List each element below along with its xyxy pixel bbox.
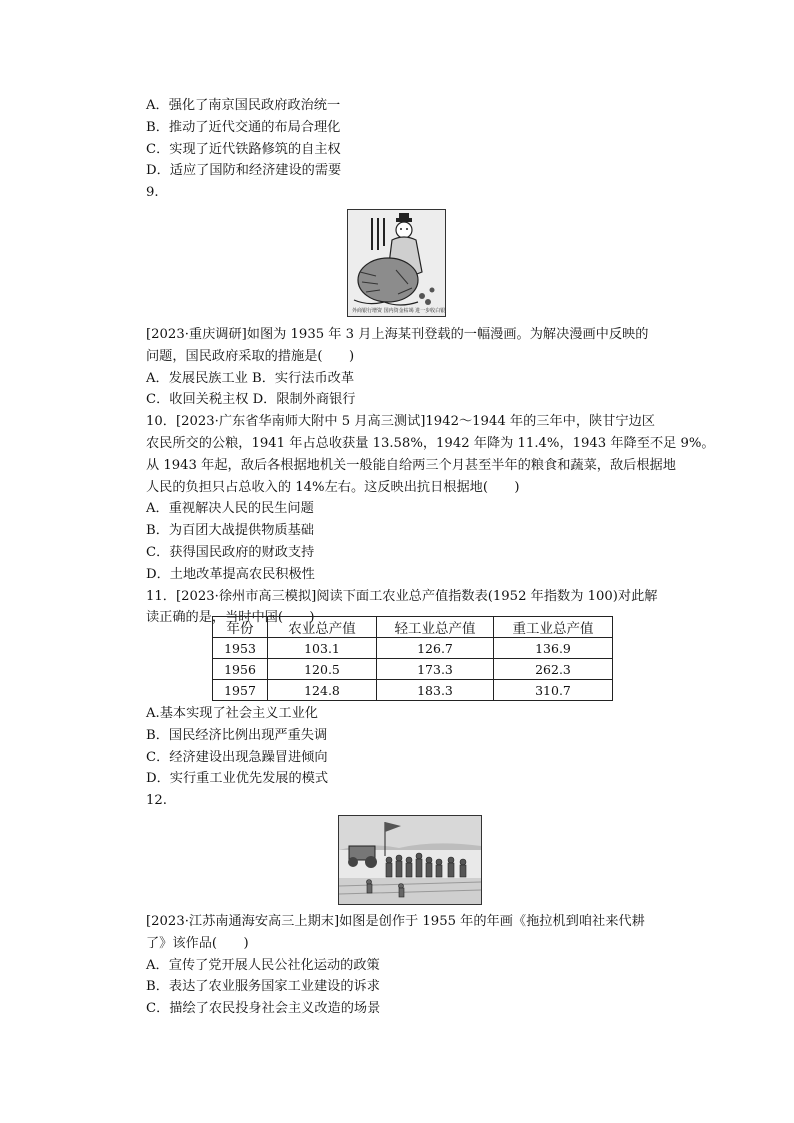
table-cell: 103.1 bbox=[268, 638, 377, 659]
table-cell: 136.9 bbox=[494, 638, 613, 659]
q10-option-a: A．重视解决人民的民生问题 bbox=[146, 501, 314, 516]
q11-option-b: B．国民经济比例出现严重失调 bbox=[146, 728, 328, 743]
q11-index-table bbox=[212, 616, 613, 701]
q8-option-c: C．实现了近代铁路修筑的自主权 bbox=[146, 142, 341, 157]
table-cell: 1953 bbox=[213, 638, 268, 659]
q8-option-b: B．推动了近代交通的布局合理化 bbox=[146, 120, 341, 135]
q10-stem-line4: 人民的负担只占总收入的 14%左右。这反映出抗日根据地( ) bbox=[146, 480, 520, 495]
q12-stem-line1: [2023·江苏南通海安高三上期末]如图是创作于 1955 年的年画《拖拉机到咱社来代耕 bbox=[146, 914, 645, 929]
q12-number: 12. bbox=[146, 793, 167, 808]
q10-stem-line3: 从 1943 年起，敌后各根据地机关一般能自给两三个月甚至半年的粮食和蔬菜，敌后根据地 bbox=[146, 458, 676, 473]
table-header-cell: 年份 bbox=[213, 617, 268, 638]
q9-options-row1: A．发展民族工业 B．实行法币改革 bbox=[146, 371, 355, 386]
q11-option-d: D．实行重工业优先发展的模式 bbox=[146, 771, 329, 786]
q8-option-a: A．强化了南京国民政府政治统一 bbox=[146, 98, 341, 113]
table-row bbox=[213, 638, 613, 659]
table-row bbox=[213, 659, 613, 680]
cartoon-caption: 外商银行增资 国内资金枯竭 进一步收白银 bbox=[352, 308, 445, 314]
q8-option-d: D．适应了国防和经济建设的需要 bbox=[146, 163, 342, 178]
q9-stem-line1: [2023·重庆调研]如图为 1935 年 3 月上海某刊登载的一幅漫画。为解决漫画中反映的 bbox=[146, 327, 649, 342]
q12-painting-image bbox=[338, 815, 482, 905]
table-cell: 1957 bbox=[213, 680, 268, 701]
table-cell: 1956 bbox=[213, 659, 268, 680]
table-cell: 120.5 bbox=[268, 659, 377, 680]
q12-option-a: A．宣传了党开展人民公社化运动的政策 bbox=[146, 958, 380, 973]
q9-stem-line2: 问题，国民政府采取的措施是( ) bbox=[146, 349, 355, 364]
q10-option-b: B．为百团大战提供物质基础 bbox=[146, 523, 314, 538]
q9-number: 9. bbox=[146, 185, 159, 200]
q9-options-row2: C．收回关税主权 D．限制外商银行 bbox=[146, 392, 356, 407]
table-header-cell: 农业总产值 bbox=[268, 617, 377, 638]
new-year-painting-illustration bbox=[339, 816, 481, 904]
table-header-cell: 轻工业总产值 bbox=[377, 617, 494, 638]
q11-option-c: C．经济建设出现急躁冒进倾向 bbox=[146, 750, 328, 765]
q12-option-b: B．表达了农业服务国家工业建设的诉求 bbox=[146, 979, 380, 994]
q12-option-c: C．描绘了农民投身社会主义改造的场景 bbox=[146, 1001, 381, 1016]
table-header-row bbox=[213, 617, 613, 638]
table-cell: 124.8 bbox=[268, 680, 377, 701]
table-cell: 262.3 bbox=[494, 659, 613, 680]
q11-stem-line1: 11．[2023·徐州市高三模拟]阅读下面工农业总产值指数表(1952 年指数为 100)对此解 bbox=[146, 589, 658, 604]
table-cell: 173.3 bbox=[377, 659, 494, 680]
table-row bbox=[213, 680, 613, 701]
table-cell: 183.3 bbox=[377, 680, 494, 701]
q10-option-d: D．土地改革提高农民积极性 bbox=[146, 567, 315, 582]
table-cell: 126.7 bbox=[377, 638, 494, 659]
q11-stem-line2: 读正确的是，当时中国( ) bbox=[146, 610, 315, 625]
q10-stem-line1: 10．[2023·广东省华南师大附中 5 月高三测试]1942～1944 年的三年中，陕甘宁边区 bbox=[146, 414, 655, 429]
q10-option-c: C．获得国民政府的财政支持 bbox=[146, 545, 315, 560]
table-header-cell: 重工业总产值 bbox=[494, 617, 613, 638]
q11-option-a: A.基本实现了社会主义工业化 bbox=[146, 706, 318, 721]
q12-stem-line2: 了》该作品( ) bbox=[146, 936, 249, 951]
table-cell: 310.7 bbox=[494, 680, 613, 701]
q9-cartoon-image bbox=[347, 209, 446, 317]
cartoon-illustration bbox=[348, 210, 445, 316]
q10-stem-line2: 农民所交的公粮，1941 年占总收获量 13.58%，1942 年降为 11.4%，1943 年降至不足 9%。 bbox=[146, 436, 715, 451]
